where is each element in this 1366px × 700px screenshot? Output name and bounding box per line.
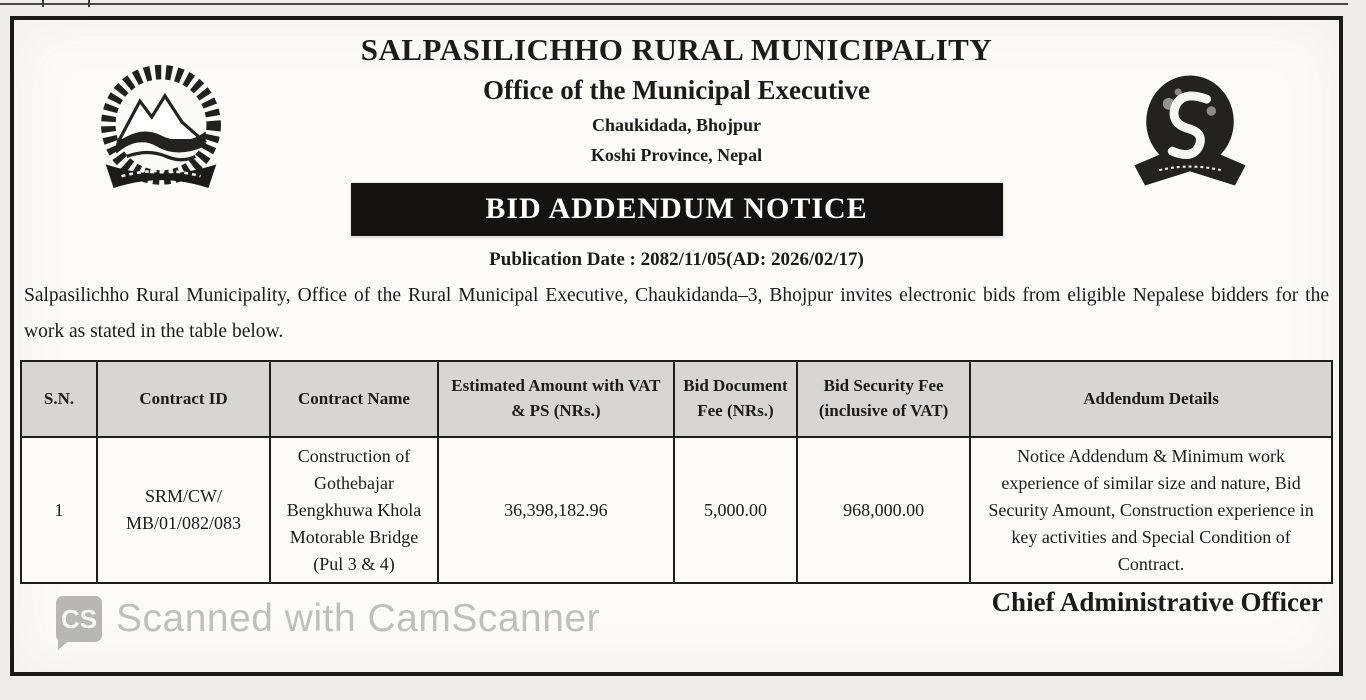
col-header-bid-document-fee: Bid Document Fee (NRs.) <box>674 361 797 437</box>
cell-bid-security-fee: 968,000.00 <box>797 437 970 583</box>
newsprint-column-tick <box>88 0 90 7</box>
table-row <box>21 437 1332 583</box>
bid-table <box>20 360 1333 584</box>
col-header-contract-id: Contract ID <box>97 361 270 437</box>
cell-bid-document-fee: 5,000.00 <box>674 437 797 583</box>
address-line: Chaukidada, Bhojpur <box>591 115 762 135</box>
table-header-row <box>21 361 1332 437</box>
signature-title: Chief Administrative Officer <box>991 587 1323 617</box>
cell-contract-id: SRM/CW/ MB/01/082/083 <box>97 437 270 583</box>
newsprint-top-rule <box>0 3 1348 5</box>
camscanner-watermark-text: Scanned with CamScanner <box>116 597 601 640</box>
newsprint-column-tick <box>42 0 44 7</box>
nepal-coat-of-arms-icon <box>82 58 240 218</box>
cell-contract-name: Construction of Gothebajar Bengkhuwa Khola Motorable Bridge (Pul 3 & 4) <box>270 437 438 583</box>
municipality-title: SALPASILICHHO RURAL MUNICIPALITY <box>360 32 993 67</box>
cell-addendum-details: Notice Addendum & Minimum work experience of similar size and nature, Bid Security Amount, Construction experience in key activities and Special Condition of Contract. <box>970 437 1332 583</box>
col-header-sn: S.N. <box>21 361 97 437</box>
province-line: Koshi Province, Nepal <box>590 145 763 165</box>
cell-estimated-amount: 36,398,182.96 <box>438 437 674 583</box>
cell-sn: 1 <box>21 437 97 583</box>
publication-date: Publication Date : 2082/11/05(AD: 2026/02/17) <box>489 249 864 270</box>
invitation-paragraph: Salpasilichho Rural Municipality, Office of the Rural Municipal Executive, Chaukidanda–3, Bhojpur invites electronic bids from eligible Nepalese bidders for the work as stated in the table below. <box>24 285 1329 342</box>
masthead <box>14 32 1339 166</box>
col-header-contract-name: Contract Name <box>270 361 438 437</box>
municipality-seal-icon <box>1119 62 1261 212</box>
bid-notice-document <box>10 16 1343 676</box>
col-header-addendum-details: Addendum Details <box>970 361 1332 437</box>
office-title: Office of the Municipal Executive <box>483 75 870 105</box>
notice-banner: BID ADDENDUM NOTICE <box>351 183 1003 236</box>
col-header-estimated-amount: Estimated Amount with VAT & PS (NRs.) <box>438 361 674 437</box>
col-header-bid-security-fee: Bid Security Fee (inclusive of VAT) <box>797 361 970 437</box>
camscanner-logo-icon: CS <box>56 596 102 642</box>
